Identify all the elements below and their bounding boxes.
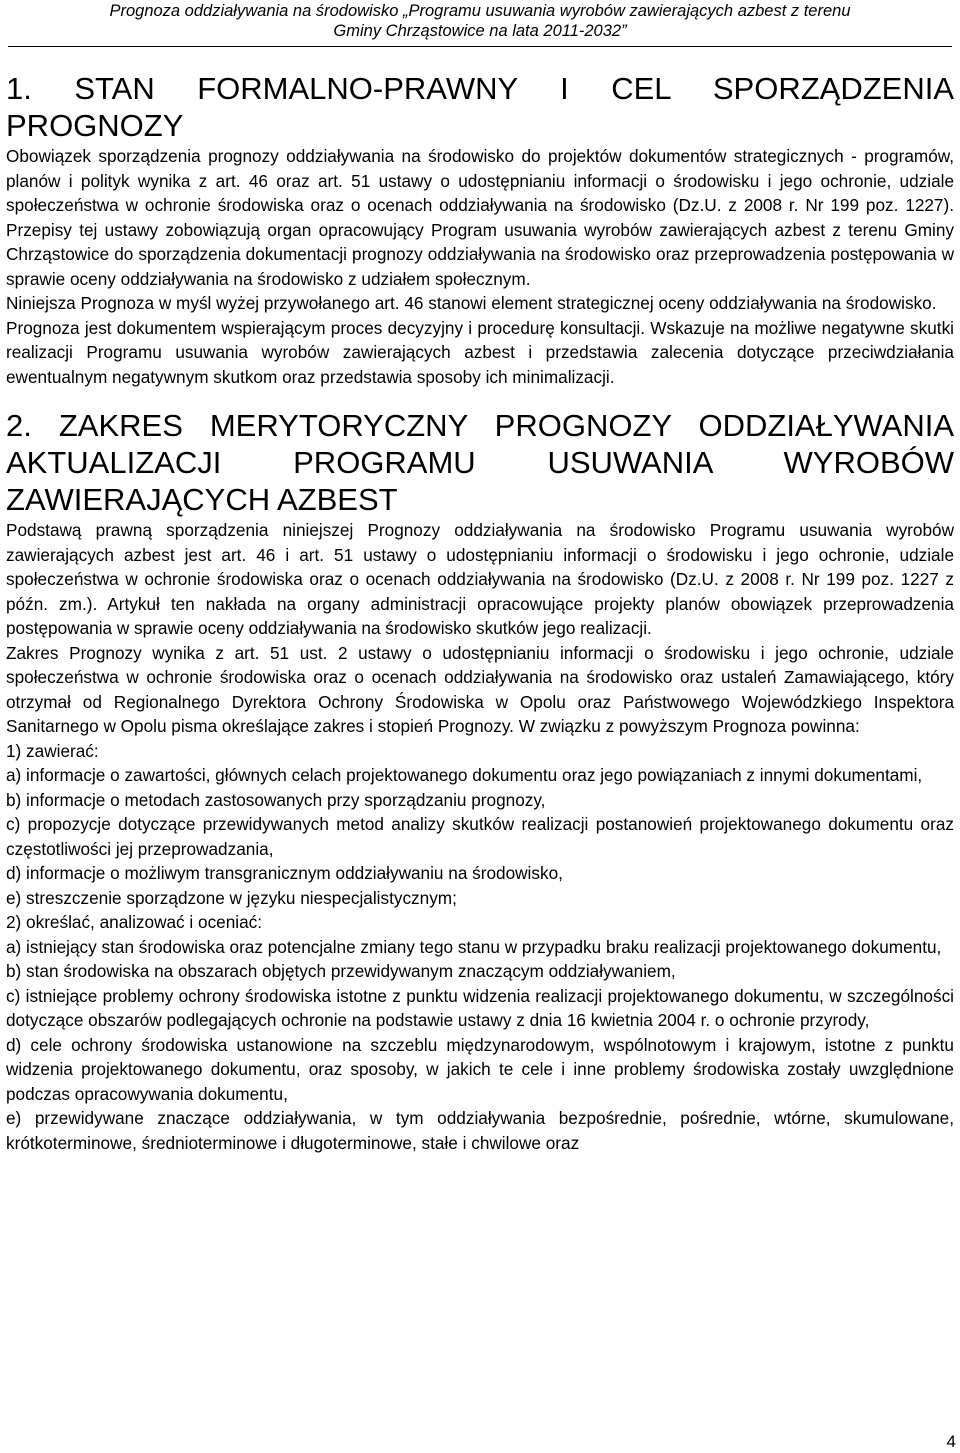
list-item: a) istniejący stan środowiska oraz potencjalne zmiany tego stanu w przypadku braku realizacji projektowanego dokumentu, [6, 936, 942, 957]
list-item: b) informacje o metodach zastosowanych przy sporządzaniu prognozy, [6, 789, 546, 810]
section1-paragraph: Obowiązek sporządzenia prognozy oddziaływania na środowisko do projektów dokumentów strategicznych - programów, planów i polityk wynika z art. 46 oraz art. 51 ustawy o udostępnianiu informacji o środowisku i jego ochronie, udziale społeczeństwa w ochronie środowiska oraz o ocenach oddziaływania na środowisko (Dz.U. z 2008 r. Nr 199 poz. 1227). Przepisy tej ustawy zobowiązują organ opracowujący Program usuwania wyrobów zawierających azbest z terenu Gminy Chrząstowice do sporządzenia dokumentacji prognozy oddziaływania na środowisko oraz przeprowadzenia postępowania w sprawie oceny oddziaływania na środowisko z udziałem społecznym. [6, 146, 954, 289]
section1-paragraph: Niniejsza Prognoza w myśl wyżej przywołanego art. 46 stanowi element strategicznej oceny oddziaływania na środowisko. [6, 293, 937, 313]
list-heading: 1) zawierać: [6, 740, 99, 761]
list-item: e) streszczenie sporządzone w języku niespecjalistycznym; [6, 887, 457, 908]
section1-heading: 1. STAN FORMALNO-PRAWNY I CEL SPORZĄDZENIA PROGNOZY [6, 71, 954, 143]
document-header [0, 0, 960, 41]
list-item: d) cele ochrony środowiska ustanowione na szczeblu międzynarodowym, wspólnotowym i krajowym, istotne z punktu widzenia projektowanego dokumentu, oraz sposoby, w jakich te cele i inne problemy środowiska zostały uwzględnione podczas opracowywania dokumentu, [6, 1034, 954, 1104]
page-content [6, 70, 954, 1155]
section1-paragraph: Prognoza jest dokumentem wspierającym proces decyzyjny i procedurę konsultacji. Wskazuje na możliwe negatywne skutki realizacji Programu usuwania wyrobów zawierających azbest i przedstawia zalecenia dotyczące przeciwdziałania ewentualnym negatywnym skutkom oraz przedstawia sposoby ich minimalizacji. [6, 317, 954, 387]
list-item: a) informacje o zawartości, głównych celach projektowanego dokumentu oraz jego powiązaniach z innymi dokumentami, [6, 765, 923, 785]
header-divider [8, 46, 952, 47]
section2-paragraph: Zakres Prognozy wynika z art. 51 ust. 2 ustawy o udostępnianiu informacji o środowisku i jego ochronie, udziale społeczeństwa w ochronie środowiska oraz o ocenach oddziaływania na środowisko oraz ustaleń Zamawiającego, który otrzymał od Regionalnego Dyrektora Ochrony Środowiska w Opolu oraz Państwowego Wojewódzkiego Inspektora Sanitarnego w Opolu pisma określające zakres i stopień Prognozy. W związku z powyższym Prognoza powinna: [6, 642, 954, 736]
list-item: b) stan środowiska na obszarach objętych przewidywanym znaczącym oddziaływaniem, [6, 961, 676, 981]
list-item: d) informacje o możliwym transgranicznym oddziaływaniu na środowisko, [6, 863, 563, 883]
list-item: e) przewidywane znaczące oddziaływania, w tym oddziaływania bezpośrednie, pośrednie, wtórne, skumulowane, krótkoterminowe, średnioterminowe i długoterminowe, stałe i chwilowe oraz [6, 1108, 954, 1153]
page-number: 4 [946, 1432, 956, 1451]
list-item: c) propozycje dotyczące przewidywanych metod analizy skutków realizacji postanowień projektowanego dokumentu oraz częstotliwości jej przeprowadzania, [6, 814, 954, 859]
header-title-line2: Gminy Chrząstowice na lata 2011-2032” [333, 22, 627, 40]
section2-heading: 2. ZAKRES MERYTORYCZNY PROGNOZY ODDZIAŁYWANIA AKTUALIZACJI PROGRAMU USUWANIA WYROBÓW ZAWIERAJĄCYCH AZBEST [6, 408, 954, 517]
section2-paragraph: Podstawą prawną sporządzenia niniejszej Prognozy oddziaływania na środowisko Programu usuwania wyrobów zawierających azbest jest art. 46 i art. 51 ustawy o udostępnianiu informacji o środowisku i jego ochronie, udziale społeczeństwa w ochronie środowiska oraz o ocenach oddziaływania na środowisko (Dz.U. z 2008 r. Nr 199 poz. 1227 z późn. zm.). Artykuł ten nakłada na organy administracji opracowujące projekty planów obowiązek przeprowadzenia postępowania w sprawie oceny oddziaływania na środowisko skutków jego realizacji. [6, 520, 954, 638]
list-heading: 2) określać, analizować i oceniać: [6, 912, 263, 932]
list-item: c) istniejące problemy ochrony środowiska istotne z punktu widzenia realizacji projektowanego dokumentu, w szczególności dotyczące obszarów podlegających ochronie na podstawie ustawy z dnia 16 kwietnia 2004 r. o ochronie przyrody, [6, 985, 954, 1030]
header-title-line1: Prognoza oddziaływania na środowisko „Programu usuwania wyrobów zawierających azbest z terenu [109, 2, 851, 20]
